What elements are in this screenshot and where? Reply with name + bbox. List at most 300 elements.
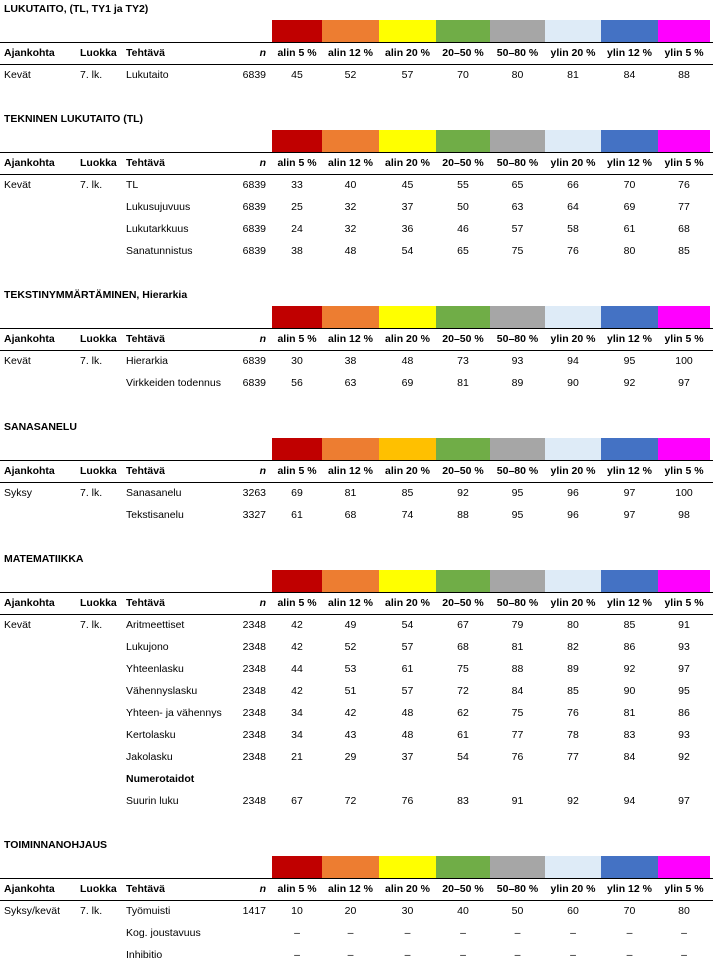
row-percentile-value: 42 <box>291 641 303 653</box>
column-header-percentile: ylin 12 % <box>607 157 652 169</box>
row-n: 6839 <box>242 179 266 191</box>
column-header-percentile: 50–80 % <box>496 157 539 169</box>
row-tehtava: Yhteen- ja vähennys <box>126 707 222 719</box>
row-percentile-value: 86 <box>623 641 636 653</box>
row-percentile-value: 82 <box>567 641 579 653</box>
row-percentile-value: – <box>460 927 466 939</box>
row-tehtava: TL <box>126 179 139 191</box>
row-percentile-value: 34 <box>291 707 303 719</box>
row-percentile-value: 80 <box>511 69 524 81</box>
percentile-color-band <box>379 130 436 152</box>
percentile-color-band <box>601 856 658 878</box>
row-percentile-value: 92 <box>623 663 636 675</box>
row-n: 3327 <box>242 509 266 521</box>
row-n: 2348 <box>242 729 266 741</box>
row-tehtava: Lukujono <box>126 641 169 653</box>
row-percentile-value: 100 <box>675 487 693 499</box>
row-percentile-value: 91 <box>678 619 690 631</box>
percentile-color-band <box>322 20 379 42</box>
row-percentile-value: 67 <box>291 795 303 807</box>
row-tehtava: Tekstisanelu <box>126 509 184 521</box>
row-n: 6839 <box>242 355 266 367</box>
percentile-color-band <box>436 438 490 460</box>
table-section <box>0 421 713 531</box>
percentile-color-band <box>490 130 545 152</box>
row-percentile-value: 58 <box>567 223 579 235</box>
column-header-percentile: 50–80 % <box>496 597 539 609</box>
row-percentile-value: 65 <box>511 179 524 191</box>
percentile-color-band <box>379 438 436 460</box>
row-percentile-value: 77 <box>567 751 579 763</box>
row-n: 6839 <box>242 69 266 81</box>
row-percentile-value: 85 <box>678 245 690 257</box>
column-header-percentile: ylin 5 % <box>664 883 704 895</box>
column-header-percentile: ylin 20 % <box>550 157 596 169</box>
percentile-color-band <box>490 20 545 42</box>
percentile-color-band <box>490 306 545 328</box>
section-title: TOIMINNANOHJAUS <box>4 839 108 851</box>
row-percentile-value: 48 <box>401 355 414 367</box>
column-header-luokka: Luokka <box>80 883 117 895</box>
header-top-rule <box>0 460 713 461</box>
column-header-percentile: alin 20 % <box>385 883 430 895</box>
row-percentile-value: 57 <box>401 69 414 81</box>
column-header-percentile: alin 5 % <box>277 465 317 477</box>
column-header-n: n <box>259 157 266 169</box>
percentile-color-band <box>658 438 710 460</box>
row-percentile-value: 54 <box>401 619 414 631</box>
percentile-color-band <box>545 306 601 328</box>
row-percentile-value: 61 <box>457 729 469 741</box>
column-header-tehtava: Tehtävä <box>126 47 165 59</box>
column-header-percentile: ylin 12 % <box>607 333 652 345</box>
row-percentile-value: 61 <box>623 223 636 235</box>
row-percentile-value: 62 <box>457 707 469 719</box>
row-percentile-value: 55 <box>457 179 469 191</box>
column-header-percentile: 20–50 % <box>442 157 484 169</box>
row-percentile-value: 57 <box>511 223 524 235</box>
header-top-rule <box>0 878 713 879</box>
row-percentile-value: 69 <box>623 201 636 213</box>
row-percentile-value: 80 <box>623 245 636 257</box>
percentile-color-band <box>601 306 658 328</box>
column-header-luokka: Luokka <box>80 465 117 477</box>
row-percentile-value: 92 <box>678 751 690 763</box>
row-tehtava: Jakolasku <box>126 751 173 763</box>
row-percentile-value: 83 <box>623 729 636 741</box>
percentile-color-band <box>545 20 601 42</box>
row-percentile-value: 90 <box>623 685 636 697</box>
row-percentile-value: – <box>294 949 300 961</box>
row-tehtava: Sanatunnistus <box>126 245 193 257</box>
row-tehtava: Kog. joustavuus <box>126 927 201 939</box>
row-percentile-value: 77 <box>678 201 690 213</box>
percentile-color-band <box>436 306 490 328</box>
row-percentile-value: 76 <box>401 795 414 807</box>
row-percentile-value: 40 <box>344 179 357 191</box>
column-header-tehtava: Tehtävä <box>126 157 165 169</box>
row-percentile-value: 75 <box>511 707 524 719</box>
percentile-color-band <box>379 306 436 328</box>
row-tehtava: Lukusujuvuus <box>126 201 191 213</box>
percentile-color-band <box>658 570 710 592</box>
row-percentile-value: 40 <box>457 905 469 917</box>
row-percentile-value: 37 <box>401 201 414 213</box>
column-header-percentile: 50–80 % <box>496 47 539 59</box>
row-percentile-value: 76 <box>511 751 524 763</box>
row-n: 2348 <box>242 663 266 675</box>
row-percentile-value: – <box>681 927 687 939</box>
row-percentile-value: 76 <box>567 245 579 257</box>
percentile-color-band <box>272 20 322 42</box>
row-percentile-value: 52 <box>344 641 357 653</box>
row-percentile-value: 92 <box>567 795 579 807</box>
row-percentile-value: 68 <box>678 223 690 235</box>
row-percentile-value: 43 <box>344 729 357 741</box>
row-luokka: 7. lk. <box>80 69 103 81</box>
row-percentile-value: – <box>294 927 300 939</box>
percentile-color-band <box>545 570 601 592</box>
column-header-percentile: alin 20 % <box>385 597 430 609</box>
column-header-percentile: 20–50 % <box>442 883 484 895</box>
column-header-percentile: alin 12 % <box>328 883 373 895</box>
row-tehtava: Aritmeettiset <box>126 619 185 631</box>
header-top-rule <box>0 152 713 153</box>
row-percentile-value: 37 <box>401 751 414 763</box>
column-header-tehtava: Tehtävä <box>126 597 165 609</box>
header-bottom-rule <box>0 174 713 175</box>
column-header-n: n <box>259 597 266 609</box>
row-percentile-value: 54 <box>401 245 414 257</box>
percentile-color-band <box>272 306 322 328</box>
row-percentile-value: 94 <box>567 355 579 367</box>
row-percentile-value: 72 <box>344 795 357 807</box>
row-percentile-value: 63 <box>511 201 524 213</box>
row-percentile-value: 95 <box>511 509 524 521</box>
percentile-color-band <box>272 130 322 152</box>
row-n: 2348 <box>242 707 266 719</box>
row-percentile-value: – <box>347 927 354 939</box>
column-header-percentile: ylin 5 % <box>664 465 704 477</box>
row-percentile-value: 95 <box>678 685 690 697</box>
column-header-n: n <box>259 333 266 345</box>
row-percentile-value: 77 <box>511 729 524 741</box>
row-percentile-value: 96 <box>567 487 579 499</box>
row-percentile-value: 76 <box>567 707 579 719</box>
row-ajankohta: Kevät <box>4 179 31 191</box>
header-bottom-rule <box>0 350 713 351</box>
column-header-ajankohta: Ajankohta <box>4 597 55 609</box>
row-luokka: 7. lk. <box>80 179 103 191</box>
row-ajankohta: Kevät <box>4 69 31 81</box>
header-top-rule <box>0 328 713 329</box>
column-header-percentile: alin 5 % <box>277 597 317 609</box>
row-tehtava: Sanasanelu <box>126 487 182 499</box>
row-tehtava: Vähennyslasku <box>126 685 198 697</box>
row-percentile-value: 89 <box>567 663 579 675</box>
percentile-color-band <box>322 856 379 878</box>
row-percentile-value: – <box>626 949 633 961</box>
column-header-luokka: Luokka <box>80 47 117 59</box>
table-section <box>0 289 713 399</box>
row-percentile-value: 93 <box>511 355 524 367</box>
row-percentile-value: 66 <box>567 179 579 191</box>
percentile-color-band <box>658 130 710 152</box>
row-percentile-value: 70 <box>623 179 636 191</box>
column-header-n: n <box>259 465 266 477</box>
row-percentile-value: 30 <box>291 355 303 367</box>
row-percentile-value: 36 <box>401 223 414 235</box>
row-percentile-value: 80 <box>567 619 579 631</box>
column-header-percentile: 50–80 % <box>496 333 539 345</box>
row-percentile-value: 84 <box>511 685 524 697</box>
row-n: 2348 <box>242 685 266 697</box>
column-header-tehtava: Tehtävä <box>126 333 165 345</box>
row-tehtava: Lukutaito <box>126 69 169 81</box>
row-n: 2348 <box>242 795 266 807</box>
row-tehtava: Suurin luku <box>126 795 179 807</box>
row-percentile-value: 84 <box>623 751 636 763</box>
row-percentile-value: 24 <box>291 223 303 235</box>
column-header-percentile: alin 12 % <box>328 465 373 477</box>
row-percentile-value: 42 <box>291 619 303 631</box>
row-percentile-value: 20 <box>344 905 357 917</box>
row-percentile-value: 25 <box>291 201 303 213</box>
row-percentile-value: 88 <box>678 69 690 81</box>
row-percentile-value: 97 <box>623 487 636 499</box>
row-percentile-value: 42 <box>344 707 357 719</box>
row-ajankohta: Kevät <box>4 355 31 367</box>
row-percentile-value: 80 <box>678 905 690 917</box>
section-title: SANASANELU <box>4 421 77 433</box>
percentile-color-band <box>601 20 658 42</box>
row-percentile-value: 75 <box>457 663 469 675</box>
row-percentile-value: 57 <box>401 685 414 697</box>
row-percentile-value: 64 <box>567 201 579 213</box>
row-percentile-value: 53 <box>344 663 357 675</box>
percentile-color-band <box>490 856 545 878</box>
percentile-color-band <box>272 570 322 592</box>
percentile-color-band <box>658 306 710 328</box>
row-percentile-value: 69 <box>291 487 303 499</box>
row-percentile-value: – <box>681 949 687 961</box>
row-percentile-value: 52 <box>344 69 357 81</box>
row-percentile-value: 75 <box>511 245 524 257</box>
row-percentile-value: 42 <box>291 685 303 697</box>
table-section <box>0 553 713 817</box>
row-n: 6839 <box>242 201 266 213</box>
column-header-percentile: alin 5 % <box>277 157 317 169</box>
row-percentile-value: 88 <box>511 663 524 675</box>
row-percentile-value: 97 <box>678 663 690 675</box>
percentile-color-band <box>545 856 601 878</box>
row-tehtava: Työmuisti <box>126 905 171 917</box>
percentile-color-band <box>436 570 490 592</box>
row-percentile-value: 61 <box>401 663 414 675</box>
row-percentile-value: 92 <box>457 487 469 499</box>
row-percentile-value: 98 <box>678 509 690 521</box>
row-percentile-value: 48 <box>401 729 414 741</box>
header-bottom-rule <box>0 482 713 483</box>
row-percentile-value: 93 <box>678 641 690 653</box>
row-percentile-value: 85 <box>567 685 579 697</box>
row-percentile-value: 78 <box>567 729 579 741</box>
percentile-color-band <box>436 20 490 42</box>
percentile-color-band <box>658 20 710 42</box>
row-percentile-value: 48 <box>401 707 414 719</box>
column-header-percentile: ylin 12 % <box>607 465 652 477</box>
row-percentile-value: 50 <box>511 905 524 917</box>
section-title: LUKUTAITO, (TL, TY1 ja TY2) <box>4 3 149 15</box>
column-header-luokka: Luokka <box>80 597 117 609</box>
percentile-color-band <box>490 438 545 460</box>
row-tehtava: Kertolasku <box>126 729 176 741</box>
percentile-color-band <box>545 438 601 460</box>
column-header-percentile: 50–80 % <box>496 465 539 477</box>
row-percentile-value: 88 <box>457 509 469 521</box>
row-percentile-value: 44 <box>291 663 303 675</box>
row-luokka: 7. lk. <box>80 355 103 367</box>
row-percentile-value: 34 <box>291 729 303 741</box>
header-bottom-rule <box>0 900 713 901</box>
row-percentile-value: 48 <box>344 245 357 257</box>
row-n: 3263 <box>242 487 266 499</box>
row-percentile-value: 81 <box>623 707 636 719</box>
table-section <box>0 839 713 971</box>
row-ajankohta: Syksy <box>4 487 33 499</box>
column-header-percentile: alin 5 % <box>277 333 317 345</box>
row-percentile-value: 45 <box>401 179 414 191</box>
row-percentile-value: 94 <box>623 795 636 807</box>
row-percentile-value: – <box>626 927 633 939</box>
row-percentile-value: 81 <box>457 377 469 389</box>
column-header-percentile: alin 20 % <box>385 157 430 169</box>
column-header-percentile: ylin 20 % <box>550 883 596 895</box>
row-n: 2348 <box>242 641 266 653</box>
row-ajankohta: Kevät <box>4 619 31 631</box>
table-section <box>0 3 713 91</box>
row-percentile-value: 65 <box>457 245 469 257</box>
row-percentile-value: 85 <box>401 487 414 499</box>
row-tehtava: Lukutarkkuus <box>126 223 189 235</box>
row-n: 2348 <box>242 619 266 631</box>
row-percentile-value: 93 <box>678 729 690 741</box>
column-header-percentile: 20–50 % <box>442 333 484 345</box>
column-header-percentile: ylin 5 % <box>664 597 704 609</box>
row-percentile-value: – <box>347 949 354 961</box>
column-header-percentile: ylin 20 % <box>550 597 596 609</box>
row-ajankohta: Syksy/kevät <box>4 905 61 917</box>
row-percentile-value: – <box>460 949 466 961</box>
column-header-percentile: alin 12 % <box>328 157 373 169</box>
column-header-ajankohta: Ajankohta <box>4 333 55 345</box>
column-header-percentile: ylin 20 % <box>550 47 596 59</box>
row-percentile-value: 95 <box>623 355 636 367</box>
row-percentile-value: 97 <box>678 377 690 389</box>
percentile-color-band <box>379 570 436 592</box>
column-header-percentile: alin 12 % <box>328 333 373 345</box>
header-top-rule <box>0 42 713 43</box>
percentile-color-band <box>601 570 658 592</box>
row-percentile-value: – <box>514 949 521 961</box>
row-percentile-value: 51 <box>344 685 357 697</box>
column-header-percentile: ylin 12 % <box>607 47 652 59</box>
row-percentile-value: 74 <box>401 509 414 521</box>
row-tehtava: Virkkeiden todennus <box>126 377 221 389</box>
row-percentile-value: 81 <box>511 641 524 653</box>
percentile-color-band <box>490 570 545 592</box>
column-header-ajankohta: Ajankohta <box>4 883 55 895</box>
column-header-tehtava: Tehtävä <box>126 465 165 477</box>
row-percentile-value: 86 <box>678 707 690 719</box>
column-header-tehtava: Tehtävä <box>126 883 165 895</box>
section-title: TEKNINEN LUKUTAITO (TL) <box>4 113 144 125</box>
row-percentile-value: 70 <box>623 905 636 917</box>
row-percentile-value: 91 <box>511 795 524 807</box>
percentile-color-band <box>379 856 436 878</box>
row-percentile-value: 10 <box>291 905 303 917</box>
percentile-color-band <box>379 20 436 42</box>
column-header-percentile: alin 12 % <box>328 597 373 609</box>
percentile-color-band <box>601 130 658 152</box>
row-percentile-value: 61 <box>291 509 303 521</box>
row-percentile-value: 76 <box>678 179 690 191</box>
row-percentile-value: 60 <box>567 905 579 917</box>
row-percentile-value: 67 <box>457 619 469 631</box>
row-percentile-value: 63 <box>344 377 357 389</box>
column-header-luokka: Luokka <box>80 157 117 169</box>
column-header-percentile: alin 20 % <box>385 47 430 59</box>
row-percentile-value: 95 <box>511 487 524 499</box>
percentile-color-band <box>436 856 490 878</box>
column-header-percentile: alin 12 % <box>328 47 373 59</box>
row-percentile-value: 92 <box>623 377 636 389</box>
row-tehtava: Numerotaidot <box>126 773 195 785</box>
row-percentile-value: 90 <box>567 377 579 389</box>
section-title: MATEMATIIKKA <box>4 553 84 565</box>
percentile-color-band <box>272 438 322 460</box>
row-percentile-value: 68 <box>344 509 357 521</box>
row-percentile-value: 54 <box>457 751 469 763</box>
row-tehtava: Hierarkia <box>126 355 169 367</box>
row-percentile-value: 97 <box>623 509 636 521</box>
percentile-color-band <box>601 438 658 460</box>
column-header-percentile: alin 20 % <box>385 465 430 477</box>
percentile-color-band <box>436 130 490 152</box>
column-header-percentile: 20–50 % <box>442 597 484 609</box>
column-header-percentile: alin 5 % <box>277 47 317 59</box>
row-luokka: 7. lk. <box>80 487 103 499</box>
row-percentile-value: 85 <box>623 619 636 631</box>
column-header-percentile: ylin 5 % <box>664 333 704 345</box>
row-percentile-value: 89 <box>511 377 524 389</box>
row-luokka: 7. lk. <box>80 905 103 917</box>
header-bottom-rule <box>0 614 713 615</box>
column-header-luokka: Luokka <box>80 333 117 345</box>
row-percentile-value: 46 <box>457 223 469 235</box>
table-section <box>0 113 713 267</box>
column-header-percentile: 20–50 % <box>442 465 484 477</box>
percentile-color-band <box>322 130 379 152</box>
column-header-percentile: ylin 12 % <box>607 597 652 609</box>
column-header-percentile: 50–80 % <box>496 883 539 895</box>
row-percentile-value: 33 <box>291 179 303 191</box>
percentile-color-band <box>658 856 710 878</box>
section-title: TEKSTINYMMÄRTÄMINEN, Hierarkia <box>4 289 188 301</box>
row-percentile-value: 69 <box>401 377 414 389</box>
row-percentile-value: – <box>404 949 411 961</box>
row-percentile-value: 81 <box>344 487 357 499</box>
